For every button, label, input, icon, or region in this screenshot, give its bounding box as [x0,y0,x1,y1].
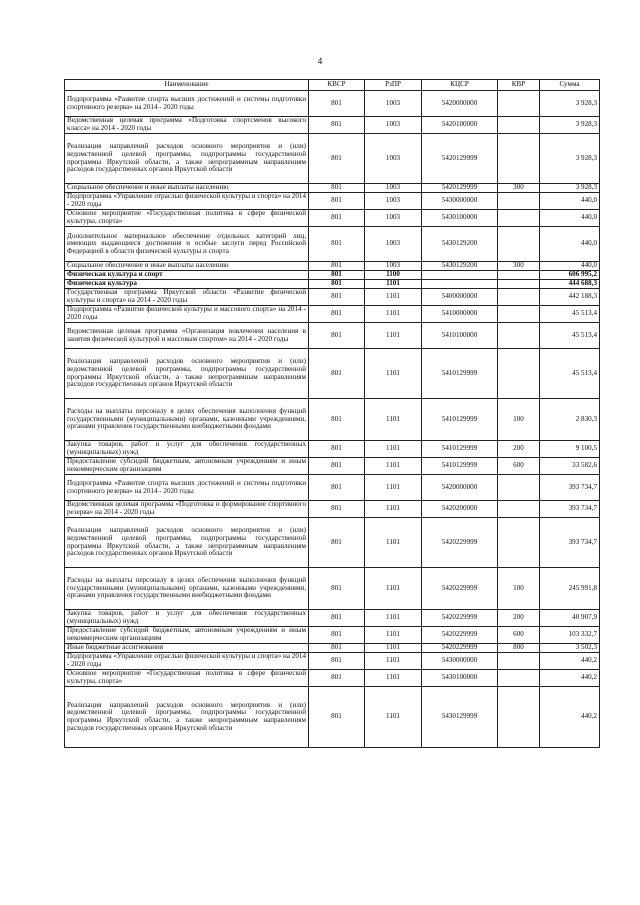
cell-kvr: 600 [498,627,540,644]
table-row [65,289,600,306]
cell-kvr: 200 [498,610,540,627]
header-sum: Сумма [540,80,600,91]
cell-name: Подпрограмма «Развитие спорта высших достижений и системы подготовки спортивного резерва» на 2014 - 2020 годы [65,91,309,117]
cell-kcsr: 5420000000 [422,91,498,117]
cell-kvsr: 801 [309,653,365,670]
cell-kvr [498,323,540,349]
cell-kvsr: 801 [309,501,365,518]
table-row [65,458,600,475]
cell-sum: 440,2 [540,670,600,687]
table-row [65,670,600,687]
cell-sum: 606 995,2 [540,271,600,280]
table-row [65,349,600,399]
cell-kvsr: 801 [309,441,365,458]
cell-kvsr: 801 [309,687,365,748]
cell-kvr [498,518,540,568]
cell-kcsr: 5430129999 [422,687,498,748]
table-row [65,323,600,349]
cell-rzpr: 1101 [365,610,422,627]
header-kvsr: КВСР [309,80,365,91]
cell-kcsr: 5430000000 [422,193,498,210]
cell-sum: 3 928,3 [540,91,600,117]
cell-name: Дополнительное материальное обеспечение отдельных категорий лиц, имеющих выдающиеся достижения и особые заслуги перед Российской Федерацией в области физической культуры и спорта [65,227,309,262]
table-row [65,134,600,184]
cell-kcsr: 5420000000 [422,475,498,501]
cell-kvsr: 801 [309,475,365,501]
table-row [65,441,600,458]
cell-name: Расходы на выплаты персоналу в целях обеспечения выполнения функций государственными (муниципальными) органами, казенными учреждениями, органами управления государственными внебюджетными фондами [65,568,309,610]
cell-kcsr: 5420229999 [422,627,498,644]
table-row [65,627,600,644]
table-row [65,271,600,280]
cell-kcsr: 5410100000 [422,323,498,349]
cell-kvr: 300 [498,262,540,271]
cell-kcsr: 5420229999 [422,644,498,653]
cell-rzpr: 1101 [365,280,422,289]
cell-kvsr: 801 [309,262,365,271]
cell-name: Подпрограмма «Развитие физической культуры и массового спорта» на 2014 - 2020 годы [65,306,309,323]
cell-kvr [498,280,540,289]
header-name: Наименование [65,80,309,91]
cell-rzpr: 1101 [365,518,422,568]
cell-kcsr: 5400000000 [422,289,498,306]
cell-kcsr: 5430129200 [422,262,498,271]
cell-rzpr: 1101 [365,670,422,687]
cell-kcsr: 5410129999 [422,399,498,441]
cell-sum: 3 928,3 [540,134,600,184]
cell-kvsr: 801 [309,458,365,475]
cell-sum: 393 734,7 [540,475,600,501]
cell-sum: 444 688,3 [540,280,600,289]
cell-kcsr: 5430100000 [422,670,498,687]
table-row [65,687,600,748]
cell-kvr [498,210,540,227]
table-row [65,262,600,271]
cell-rzpr: 1003 [365,210,422,227]
cell-kcsr: 5430129200 [422,227,498,262]
cell-name: Реализация направлений расходов основного мероприятия и (или) ведомственной целевой программы, подпрограммы государственной программы Иркутской области, а также непрограммным направлениям расходов государственных органов Иркутской области [65,518,309,568]
cell-name: Иные бюджетные ассигнования [65,644,309,653]
cell-name: Закупка товаров, работ и услуг для обеспечения государственных (муниципальных) нужд [65,441,309,458]
cell-kcsr: 5430100000 [422,210,498,227]
cell-kvsr: 801 [309,134,365,184]
cell-sum: 40 907,9 [540,610,600,627]
header-rzpr: РзПР [365,80,422,91]
cell-name: Подпрограмма «Управление отраслью физической культуры и спорта» на 2014 - 2020 годы [65,193,309,210]
cell-kvsr: 801 [309,518,365,568]
cell-kvr [498,349,540,399]
cell-rzpr: 1003 [365,227,422,262]
cell-rzpr: 1003 [365,184,422,193]
table-row [65,306,600,323]
cell-rzpr: 1101 [365,458,422,475]
header-kvr: КВР [498,80,540,91]
table-row [65,117,600,134]
cell-sum: 45 513,4 [540,349,600,399]
cell-rzpr: 1101 [365,475,422,501]
cell-rzpr: 1101 [365,399,422,441]
cell-kvsr: 801 [309,289,365,306]
cell-kcsr: 5420200000 [422,501,498,518]
cell-kcsr: 5410129999 [422,441,498,458]
cell-kvsr: 801 [309,610,365,627]
cell-kvr [498,653,540,670]
cell-rzpr: 1101 [365,289,422,306]
cell-kcsr: 5420129999 [422,184,498,193]
cell-kvr: 800 [498,644,540,653]
table-row [65,644,600,653]
cell-rzpr: 1101 [365,323,422,349]
cell-rzpr: 1003 [365,193,422,210]
cell-kvsr: 801 [309,306,365,323]
cell-kcsr: 5420100000 [422,117,498,134]
cell-sum: 3 502,3 [540,644,600,653]
cell-kvr [498,91,540,117]
cell-kcsr: 5420229999 [422,518,498,568]
cell-kcsr: 5420129999 [422,134,498,184]
cell-rzpr: 1003 [365,91,422,117]
cell-rzpr: 1101 [365,441,422,458]
cell-rzpr: 1100 [365,271,422,280]
cell-rzpr: 1101 [365,501,422,518]
table-row [65,91,600,117]
table-row [65,475,600,501]
cell-name: Государственная программа Иркутской области «Развитие физической культуры и спорта» на 2014 - 2020 годы [65,289,309,306]
cell-rzpr: 1003 [365,134,422,184]
cell-rzpr: 1101 [365,644,422,653]
table-row [65,227,600,262]
cell-kvr [498,271,540,280]
cell-rzpr: 1101 [365,306,422,323]
cell-kvr: 300 [498,184,540,193]
cell-sum: 45 513,4 [540,323,600,349]
cell-kvsr: 801 [309,644,365,653]
cell-kvr [498,687,540,748]
cell-kvsr: 801 [309,193,365,210]
table-row [65,518,600,568]
cell-rzpr: 1101 [365,627,422,644]
cell-kvsr: 801 [309,91,365,117]
cell-kvr: 200 [498,441,540,458]
cell-rzpr: 1101 [365,653,422,670]
cell-name: Физическая культура [65,280,309,289]
table-row [65,193,600,210]
table-row [65,399,600,441]
cell-rzpr: 1101 [365,568,422,610]
budget-table [64,79,600,748]
cell-rzpr: 1101 [365,349,422,399]
cell-sum: 2 830,3 [540,399,600,441]
cell-kvr [498,134,540,184]
cell-name: Предоставление субсидий бюджетным, автономным учреждениям и иным некоммерческим организациям [65,627,309,644]
cell-sum: 45 513,4 [540,306,600,323]
cell-name: Закупка товаров, работ и услуг для обеспечения государственных (муниципальных) нужд [65,610,309,627]
cell-kvr: 600 [498,458,540,475]
cell-kvsr: 801 [309,323,365,349]
cell-kvr [498,306,540,323]
cell-sum: 440,0 [540,210,600,227]
cell-name: Реализация направлений расходов основного мероприятия и (или) ведомственной целевой программы, подпрограммы государственной программы Иркутской области, а также непрограммным направлениям расходов государственных органов Иркутской области [65,349,309,399]
cell-sum: 245 991,8 [540,568,600,610]
cell-kvr [498,227,540,262]
cell-sum: 393 734,7 [540,518,600,568]
cell-sum: 33 582,6 [540,458,600,475]
cell-sum: 440,0 [540,227,600,262]
table-row [65,184,600,193]
cell-name: Предоставление субсидий бюджетным, автономным учреждениям и иным некоммерческим организациям [65,458,309,475]
cell-kcsr: 5410129999 [422,458,498,475]
cell-sum: 3 928,3 [540,117,600,134]
cell-kcsr: 5410129999 [422,349,498,399]
cell-kcsr: 5420229999 [422,568,498,610]
cell-kvr [498,289,540,306]
cell-name: Подпрограмма «Управление отраслью физической культуры и спорта» на 2014 - 2020 годы [65,653,309,670]
table-row [65,210,600,227]
cell-kvr: 100 [498,568,540,610]
cell-kvsr: 801 [309,349,365,399]
cell-kcsr: 5420229999 [422,610,498,627]
page-number: 4 [317,56,323,66]
cell-name: Социальное обеспечение и иные выплаты населению [65,262,309,271]
cell-kcsr [422,280,498,289]
cell-kvsr: 801 [309,210,365,227]
cell-name: Физическая культура и спорт [65,271,309,280]
header-kcsr: КЦСР [422,80,498,91]
cell-sum: 440,0 [540,193,600,210]
cell-sum: 440,0 [540,262,600,271]
table-row [65,280,600,289]
table-header-row [65,80,600,91]
cell-kvr [498,670,540,687]
table-body [65,91,600,748]
cell-sum: 103 332,7 [540,627,600,644]
cell-kcsr: 5410000000 [422,306,498,323]
cell-name: Ведомственная целевая программа «Подготовка и формирование спортивного резерва» на 2014 - 2020 годы [65,501,309,518]
cell-kvsr: 801 [309,227,365,262]
cell-kvr [498,475,540,501]
cell-kvsr: 801 [309,568,365,610]
cell-sum: 440,2 [540,687,600,748]
cell-kvsr: 801 [309,627,365,644]
table-row [65,610,600,627]
cell-kcsr: 5430000000 [422,653,498,670]
cell-kvsr: 801 [309,184,365,193]
cell-sum: 393 734,7 [540,501,600,518]
cell-name: Реализация направлений расходов основного мероприятия и (или) ведомственной целевой программы, подпрограммы государственной программы Иркутской области, а также непрограммным направлениям расходов государственных органов Иркутской области [65,687,309,748]
cell-kvsr: 801 [309,280,365,289]
cell-rzpr: 1003 [365,262,422,271]
table-row [65,501,600,518]
cell-rzpr: 1101 [365,687,422,748]
cell-kvsr: 801 [309,670,365,687]
table-row [65,568,600,610]
cell-name: Ведомственная целевая программа «Подготовка спортсменов высокого класса» на 2014 - 2020 годы [65,117,309,134]
cell-kvsr: 801 [309,399,365,441]
cell-kvr [498,193,540,210]
cell-name: Реализация направлений расходов основного мероприятия и (или) ведомственной целевой программы, подпрограммы государственной программы Иркутской области, а также непрограммным направлениям расходов государственных органов Иркутской области [65,134,309,184]
cell-kvsr: 801 [309,117,365,134]
cell-sum: 9 100,5 [540,441,600,458]
cell-kvr [498,117,540,134]
cell-name: Расходы на выплаты персоналу в целях обеспечения выполнения функций государственными (муниципальными) органами, казенными учреждениями, органами управления государственными внебюджетными фондами [65,399,309,441]
cell-name: Основное мероприятие «Государственная политика в сфере физической культуры, спорта» [65,670,309,687]
cell-kvr: 100 [498,399,540,441]
cell-sum: 3 928,3 [540,184,600,193]
cell-kvsr: 801 [309,271,365,280]
cell-sum: 440,2 [540,653,600,670]
cell-name: Основное мероприятие «Государственная политика в сфере физической культуры, спорта» [65,210,309,227]
cell-name: Подпрограмма «Развитие спорта высших достижений и системы подготовки спортивного резерва» на 2014 - 2020 годы [65,475,309,501]
cell-name: Социальное обеспечение и иные выплаты населению [65,184,309,193]
cell-rzpr: 1003 [365,117,422,134]
table-row [65,653,600,670]
cell-name: Ведомственная целевая программа «Организация вовлечения населения в занятия физической культурой и массовым спортом» на 2014 - 2020 годы [65,323,309,349]
cell-kcsr [422,271,498,280]
cell-sum: 442 188,3 [540,289,600,306]
cell-kvr [498,501,540,518]
